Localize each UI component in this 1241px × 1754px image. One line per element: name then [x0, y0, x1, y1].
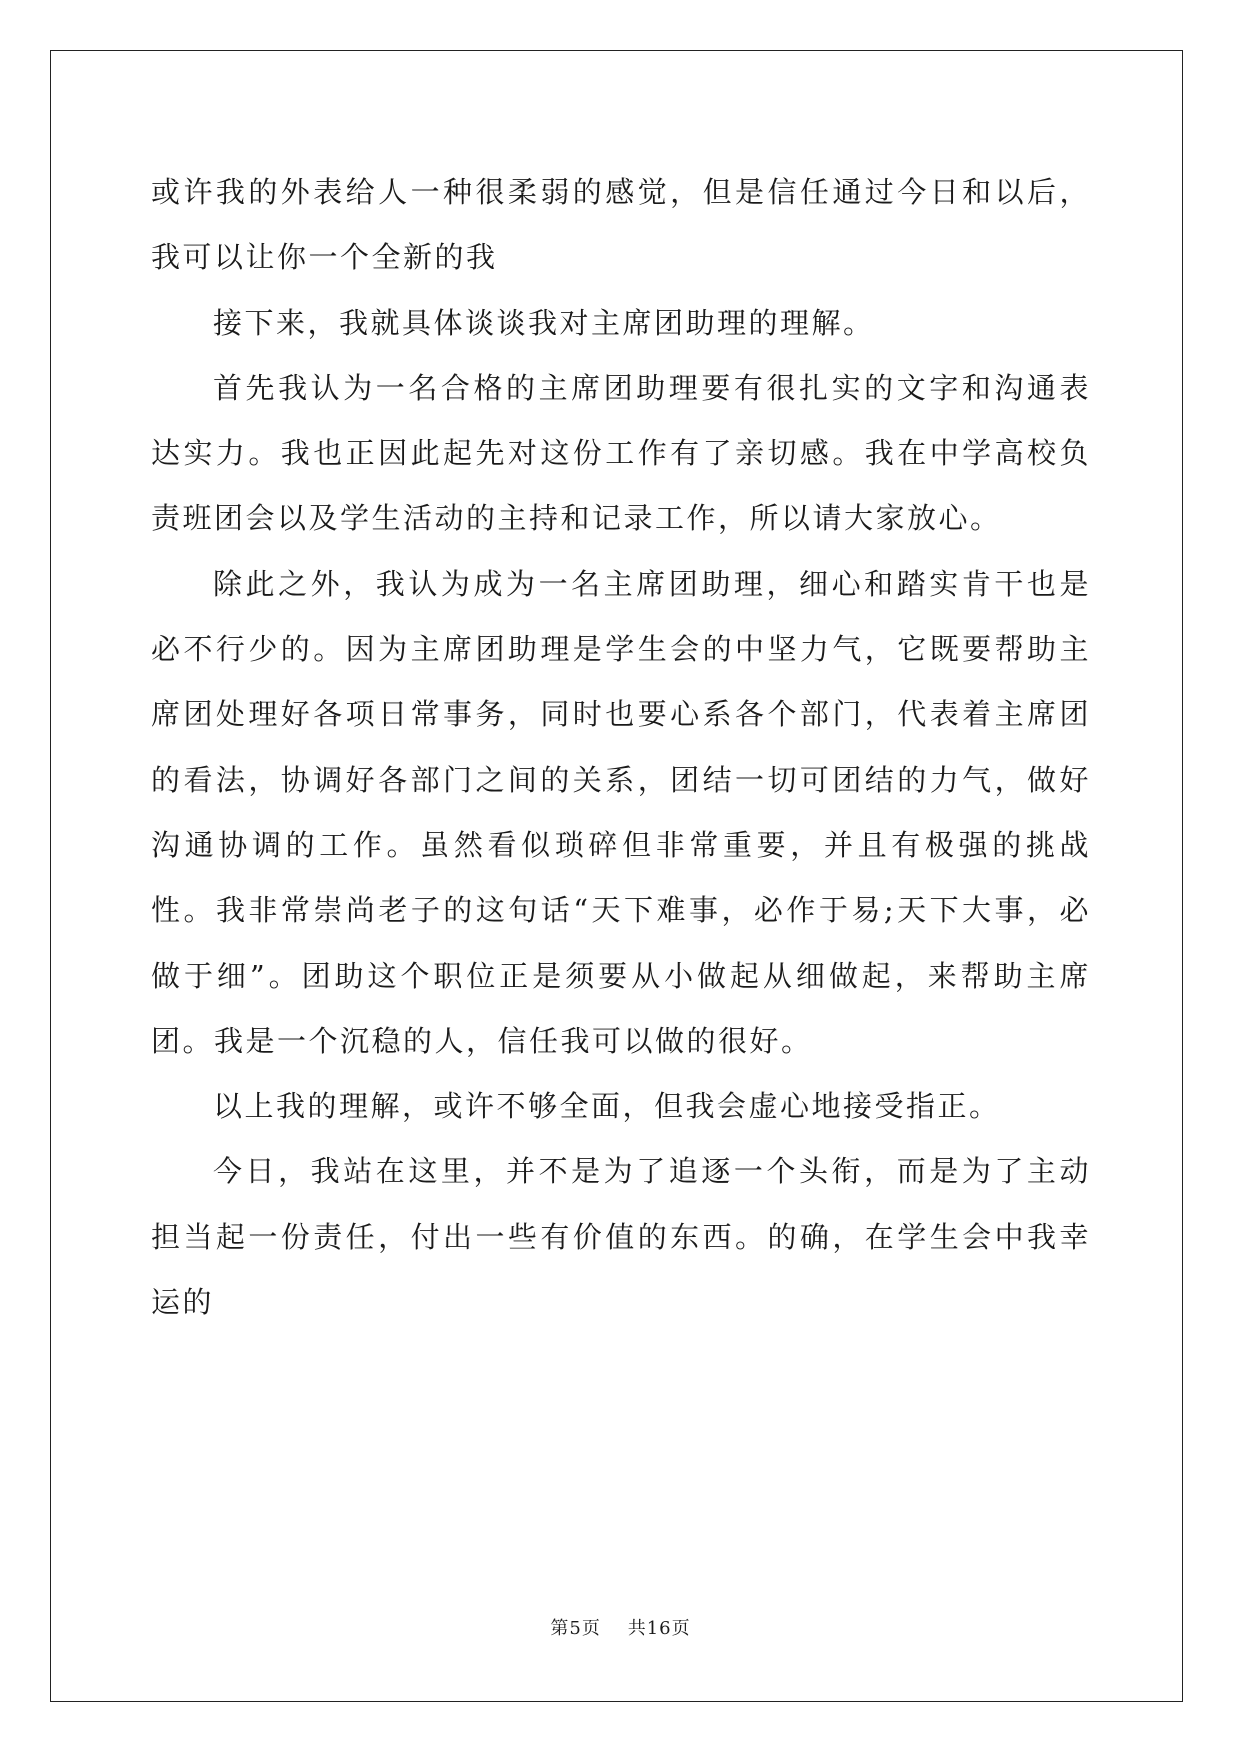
paragraph-6: 今日，我站在这里，并不是为了追逐一个头衔，而是为了主动担当起一份责任，付出一些有价值的东西。的确，在学生会中我幸运的 [151, 1154, 1091, 1320]
page-total: 共16页 [627, 1618, 691, 1639]
page-footer [0, 1614, 1241, 1640]
paragraph-1: 或许我的外表给人一种很柔弱的感觉，但是信任通过今日和以后，我可以让你一个全新的我 [151, 175, 1091, 275]
paragraph-3: 首先我认为一名合格的主席团助理要有很扎实的文字和沟通表达实力。我也正因此起先对这份工作有了亲切感。我在中学高校负责班团会以及学生活动的主持和记录工作，所以请大家放心。 [151, 370, 1091, 536]
document-body [151, 160, 1091, 1335]
paragraph-4: 除此之外，我认为成为一名主席团助理，细心和踏实肯干也是必不行少的。因为主席团助理是学生会的中坚力气，它既要帮助主席团处理好各项日常事务，同时也要心系各个部门，代表着主席团的看法，协调好各部门之间的关系，团结一切可团结的力气，做好沟通协调的工作。虽然看似琐碎但非常重要，并且有极强的挑战性。我非常崇尚老子的这句话“天下难事，必作于易;天下大事，必做于细”。团助这个职位正是须要从小做起从细做起，来帮助主席团。我是一个沉稳的人，信任我可以做的很好。 [151, 566, 1091, 1058]
paragraph-5: 以上我的理解，或许不够全面，但我会虚心地接受指正。 [213, 1089, 1001, 1124]
page-number: 第5页 [550, 1618, 601, 1639]
paragraph-2: 接下来，我就具体谈谈我对主席团助理的理解。 [213, 305, 875, 340]
